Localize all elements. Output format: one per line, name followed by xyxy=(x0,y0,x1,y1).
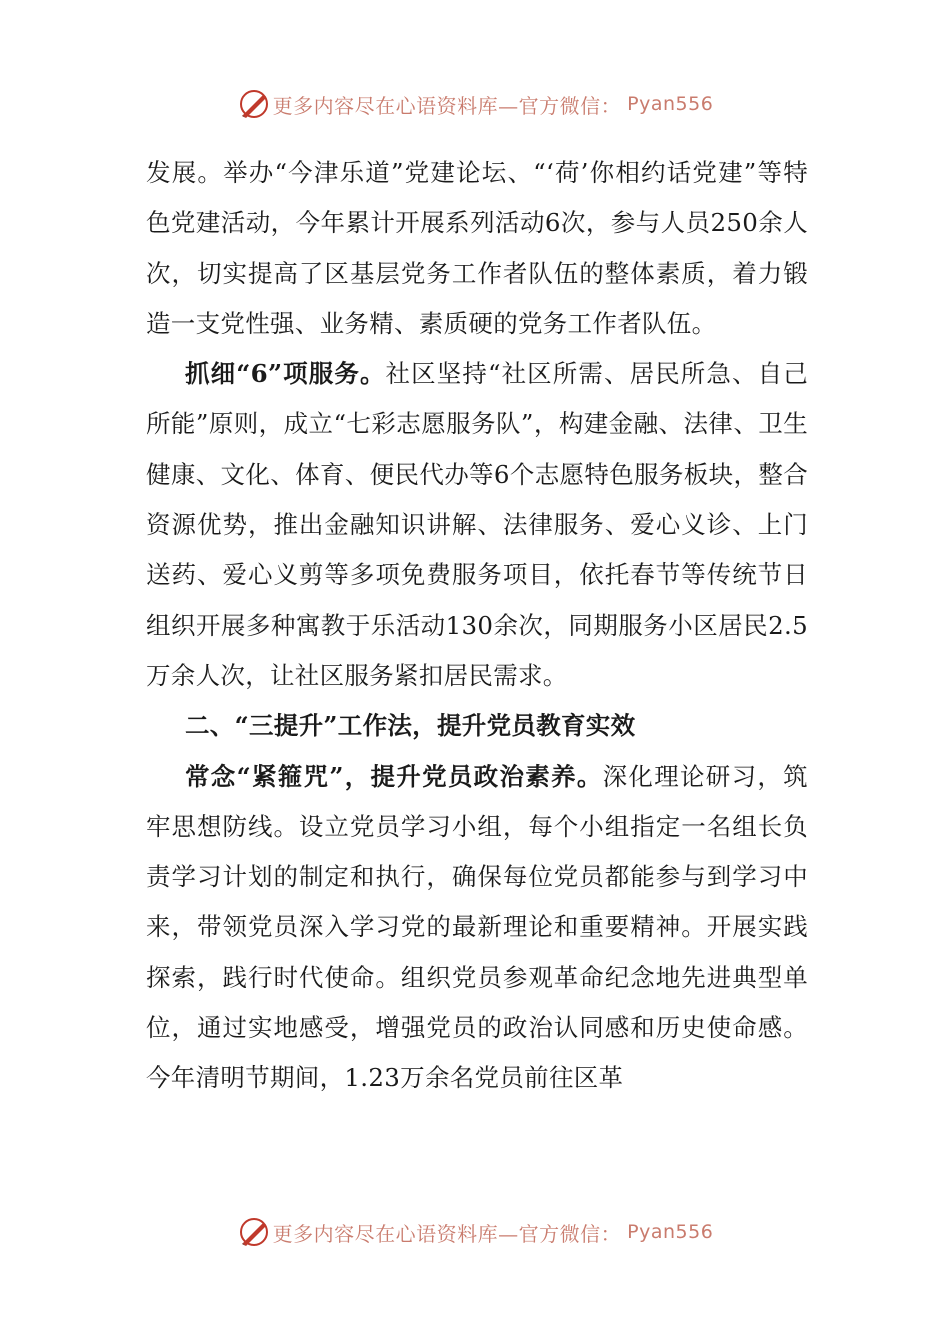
watermark-text: 更多内容尽在心语资料库—官方微信： xyxy=(272,93,622,118)
paragraph-services xyxy=(146,349,808,701)
paragraph-services-body: 社区坚持“社区所需、居民所急、自己所能”原则，成立“七彩志愿服务队”，构建金融、法律、卫生健康、文化、体育、便民代办等6个志愿特色服务板块，整合资源优势，推出金融知识讲解、法律服务、爱心义诊、上门送药、爱心义剪等多项免费服务项目，依托春节等传统节日组织开展多种寓教于乐活动130余次，同期服务小区居民2.5万余人次，让社区服务紧扣居民需求。 xyxy=(146,359,808,690)
paragraph-political-body: 深化理论研习，筑牢思想防线。设立党员学习小组，每个小组指定一名组长负责学习计划的制定和执行，确保每位党员都能参与到学习中来，带领党员深入学习党的最新理论和重要精神。开展实践探索，践行时代使命。组织党员参观革命纪念地先进典型单位，通过实地感受，增强党员的政治认同感和历史使命感。今年清明节期间，1.23万余名党员前往区革 xyxy=(146,761,808,1093)
section-heading: 二、“三提升”工作法，提升党员教育实效 xyxy=(185,711,636,741)
document-body xyxy=(146,148,808,1104)
watermark-text: 更多内容尽在心语资料库—官方微信： xyxy=(272,1221,622,1246)
pen-logo-icon xyxy=(237,1215,271,1249)
watermark-wechat: Pyan556 xyxy=(627,93,714,115)
paragraph-continuation: 发展。举办“今津乐道”党建论坛、“‘荷’你相约话党建”等特色党建活动，今年累计开展系列活动6次，参与人员250余人次，切实提高了区基层党务工作者队伍的整体素质，着力锻造一支党性强、业务精、素质硬的党务工作者队伍。 xyxy=(146,158,808,338)
pen-logo-icon xyxy=(237,87,271,121)
watermark-wechat: Pyan556 xyxy=(627,1221,714,1243)
paragraph-political-lead: 常念“紧箍咒”，提升党员政治素养。 xyxy=(185,761,603,791)
footer-watermark xyxy=(0,1214,950,1250)
paragraph-services-lead: 抓细“6”项服务。 xyxy=(185,359,386,389)
header-watermark xyxy=(0,86,950,122)
paragraph-political xyxy=(146,752,808,1104)
